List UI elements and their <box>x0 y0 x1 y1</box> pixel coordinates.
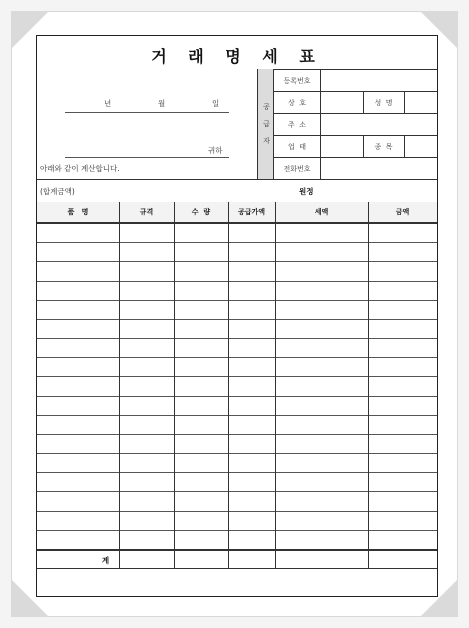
header-spec: 규격 <box>139 208 154 216</box>
supplier-mid-divider <box>404 135 405 157</box>
supplier-label-divider <box>320 69 321 179</box>
supplier-side-label-cell <box>257 69 274 179</box>
table-row-line <box>37 511 437 512</box>
table-row-line <box>37 319 437 320</box>
supplier-char-2: 급 <box>263 120 270 128</box>
label-business-item: 종 목 <box>374 143 393 151</box>
table-row-line <box>37 453 437 454</box>
header-supply-value: 공급가액 <box>237 208 266 216</box>
recipient-suffix: 귀하 <box>208 146 223 155</box>
header-amount: 금액 <box>395 208 410 216</box>
date-month-label: 월 <box>158 99 166 108</box>
currency-unit-label: 원정 <box>299 187 314 196</box>
table-column-line <box>228 202 229 568</box>
table-row-line <box>37 530 437 531</box>
statement-text: 아래와 같이 계산합니다. <box>40 164 120 173</box>
table-header-bottom <box>37 222 437 224</box>
supplier-row-line <box>274 113 437 114</box>
supplier-char-3: 자 <box>263 137 270 145</box>
table-row-line <box>37 491 437 492</box>
table-row-line <box>37 415 437 416</box>
label-representative: 성 명 <box>374 99 393 107</box>
table-row-line <box>37 281 437 282</box>
document-title: 거 래 명 세 표 <box>151 47 323 66</box>
supplier-mid-divider <box>404 91 405 113</box>
label-phone: 전화번호 <box>283 165 311 173</box>
table-row-line <box>37 434 437 435</box>
date-year-label: 년 <box>104 99 112 108</box>
label-company-name: 상 호 <box>288 99 306 107</box>
header-item-name: 품 명 <box>67 208 89 216</box>
table-column-line <box>174 202 175 568</box>
total-amount-label: (합계금액) <box>40 187 75 196</box>
table-column-line <box>119 202 120 568</box>
table-column-line <box>275 202 276 568</box>
recipient-underline <box>65 157 229 158</box>
table-row-line <box>37 300 437 301</box>
table-row-line <box>37 338 437 339</box>
table-body-bottom <box>37 549 437 551</box>
label-business-type: 업 태 <box>288 143 306 151</box>
table-row-line <box>37 396 437 397</box>
table-row-line <box>37 472 437 473</box>
header-quantity: 수 량 <box>191 208 211 216</box>
table-row-line <box>37 242 437 243</box>
date-underline <box>65 112 229 113</box>
supplier-char-1: 공 <box>263 103 270 111</box>
supplier-row-line <box>274 135 437 136</box>
table-row-line <box>37 357 437 358</box>
supplier-row-line <box>274 91 437 92</box>
header-tax: 세액 <box>314 208 329 216</box>
date-day-label: 일 <box>212 99 220 108</box>
supplier-top-border <box>257 69 437 70</box>
supplier-row-line <box>274 157 437 158</box>
transaction-statement-form <box>36 35 438 597</box>
table-row-line <box>37 376 437 377</box>
total-row-bottom-line <box>37 568 437 569</box>
table-row-line <box>37 261 437 262</box>
label-registration-no: 등록번호 <box>283 77 311 85</box>
table-column-line <box>368 202 369 568</box>
header-section-bottom <box>37 179 437 180</box>
table-total-label: 계 <box>101 556 110 565</box>
label-address: 주 소 <box>288 121 306 129</box>
